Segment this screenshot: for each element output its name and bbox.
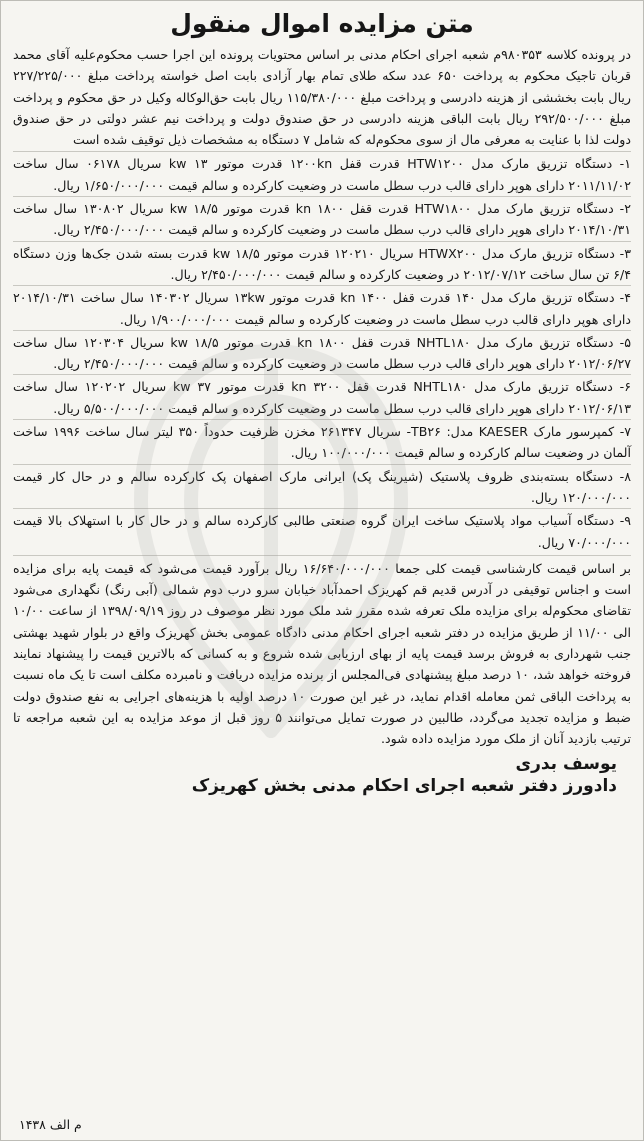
list-item: ۸- دستگاه بسته‌بندی ظروف پلاستیک (شیرینگ پک) ایرانی مارک اصفهان پک کارکرده سالم و در حال کار قیمت ۱۲۰/۰۰۰/۰۰۰ ریال. — [13, 464, 631, 509]
list-item: ۷- کمپرسور مارک KAESER مدل: TB۲۶- سریال ۲۶۱۳۴۷ مخزن ظرفیت حدوداً ۳۵۰ لیتر سال ساخت ۱۹۹۶ ساخت آلمان در وضعیت سالم کارکرده و سالم قیمت ۱۰۰/۰۰۰/۰۰۰ ریال. — [13, 419, 631, 464]
notice-title: متن مزایده اموال منقول — [170, 9, 474, 38]
intro-paragraph: در پرونده کلاسه ۹۸۰۳۵۳م شعبه اجرای احکام مدنی بر اساس محتویات پرونده این اجرا حسب محکوم‌علیه آقای محمد قربان تاجیک محکوم به پرداخت ۶۵۰ عدد سکه طلای تمام بهار آزادی بابت اصل خواسته پرداخت مبلغ ۲۲۷/۲۲۵/۰۰۰ ریال بابت بخششی از هزینه دادرسی و پرداخت مبلغ ۱۱۵/۳۸۰/۰۰۰ ریال بابت حق‌الوکاله وکیل در حق محکوم و پرداخت مبلغ ۲۹۲/۵۰۰/۰۰۰ ریال بابت الباقی هزینه دادرسی در حق صندوق دولت و پرداخت نیم عشر دولتی در حق صندوق دولت لذا با عنایت به معرفی مال از سوی محکوم‌له که شامل ۷ دستگاه به مشخصات ذیل توقیف شده است — [13, 47, 632, 148]
list-item: ۹- دستگاه آسیاب مواد پلاستیک ساخت ایران گروه صنعتی طالبی کارکرده سالم و در حال کار با استهلاک بالا قیمت ۷۰/۰۰۰/۰۰۰ ریال. — [13, 508, 631, 553]
list-item: ۶- دستگاه تزریق مارک مدل NHTL۱۸۰ قدرت قفل ۳۲۰۰ kn قدرت موتور ۳۷ kw سریال ۱۲۰۲۰۲ سال ساخت ۲۰۱۲/۰۶/۱۳ دارای هوپر دارای قالب درب سطل ماست در وضعیت کارکرده و سالم قیمت ۵/۵۰۰/۰۰۰/۰۰۰ ریال. — [13, 374, 631, 419]
list-item: ۲- دستگاه تزریق مارک مدل HTW۱۸۰۰ قدرت قفل ۱۸۰۰ kn قدرت موتور ۱۸/۵ kw سریال ۱۳۰۸۰۲ سال ساخت ۲۰۱۴/۱۰/۳۱ دارای هوپر دارای قالب درب سطل ماست در وضعیت کارکرده و سالم قیمت ۲/۴۵۰/۰۰۰/۰۰۰ ریال. — [13, 196, 631, 241]
list-item: ۵- دستگاه تزریق مارک مدل NHTL۱۸۰ قدرت قفل ۱۸۰۰ kn قدرت موتور ۱۸/۵ kw سریال ۱۲۰۳۰۴ سال ساخت ۲۰۱۲/۰۶/۲۷ دارای هوپر دارای قالب درب سطل ماست در وضعیت کارکرده و سالم قیمت ۲/۴۵۰/۰۰۰/۰۰۰ ریال. — [13, 330, 631, 375]
list-item: ۴- دستگاه تزریق مارک مدل ۱۴۰ قدرت قفل ۱۴۰۰ kn قدرت موتور ۱۳kw سریال ۱۴۰۳۰۲ سال ساخت ۲۰۱۴/۱۰/۳۱ دارای هوپر دارای قالب درب سطل ماست در وضعیت کارکرده و سالم قیمت ۱/۹۰۰/۰۰۰/۰۰۰ ریال. — [13, 285, 631, 330]
reference-number: م الف ۱۴۳۸ — [19, 1117, 82, 1132]
list-item: ۳- دستگاه تزریق مارک مدل HTWX۲۰۰ سریال ۱۲۰۲۱۰ قدرت موتور ۱۸/۵ kw قدرت بسته شدن جک‌ها وزن دستگاه ۶/۴ تن سال ساخت ۲۰۱۲/۰۷/۱۲ در وضعیت کارکرده و سالم قیمت ۲/۴۵۰/۰۰۰/۰۰۰ ریال. — [13, 241, 631, 286]
closing-paragraph: بر اساس قیمت کارشناسی قیمت کلی جمعا ۱۶/۶۴۰/۰۰۰/۰۰۰ ریال برآورد قیمت می‌شود که قیمت پایه برای مزایده است و اجناس توقیفی در آدرس قدیم قم کهریزک احمدآباد خیابان سرو درب دوم شمالی (آبی رنگ) نگهداری می‌شود تقاضای محکوم‌له برای مزایده ملک تعرفه شده مقرر شد ملک مورد نظر موصوف در روز ۱۳۹۸/۰۹/۱۹ از ساعت ۱۰/۰۰ الی ۱۱/۰۰ از طریق مزایده در دفتر شعبه اجرای احکام مدنی دادگاه عمومی بخش کهریزک واقع در بلوار شهید بهشتی جنب شهرداری به فروش برسد قیمت پایه از بهای ارزیابی شده شروع و به کسانی که بالاترین قیمت را پیشنهاد نمایند فروخته خواهد شد، ۱۰ درصد مبلغ پیشنهادی فی‌المجلس از برنده مزایده دریافت و نامبرده مکلف است تا یک ماه نسبت به پرداخت الباقی ثمن معامله اقدام نماید، در غیر این صورت ۱۰ درصد اولیه با هزینه‌های اجرایی به نفع صندوق دولت ضبط و مزایده تجدید می‌گردد، طالبین در صورت تمایل می‌توانند ۵ روز قبل از موعد مزایده به این شعبه مراجعه تا ترتیب بازدید آنان از ملک مورد مزایده داده شود. — [13, 555, 631, 750]
list-item: ۱- دستگاه تزریق مارک مدل HTW۱۲۰۰ قدرت قفل ۱۲۰۰kn قدرت موتور ۱۳ kw سریال ۰۶۱۷۸ سال ساخت ۲۰۱۱/۱۱/۰۲ دارای هوپر دارای قالب درب سطل ماست در وضعیت کارکرده و سالم قیمت ۱/۶۵۰/۰۰۰/۰۰۰ ریال. — [13, 151, 631, 196]
signature-title: دادورز دفتر شعبه اجرای احکام مدنی بخش کهریزک — [191, 775, 617, 796]
signature-name: یوسف بدری — [515, 753, 617, 774]
auction-items-list — [13, 151, 631, 552]
